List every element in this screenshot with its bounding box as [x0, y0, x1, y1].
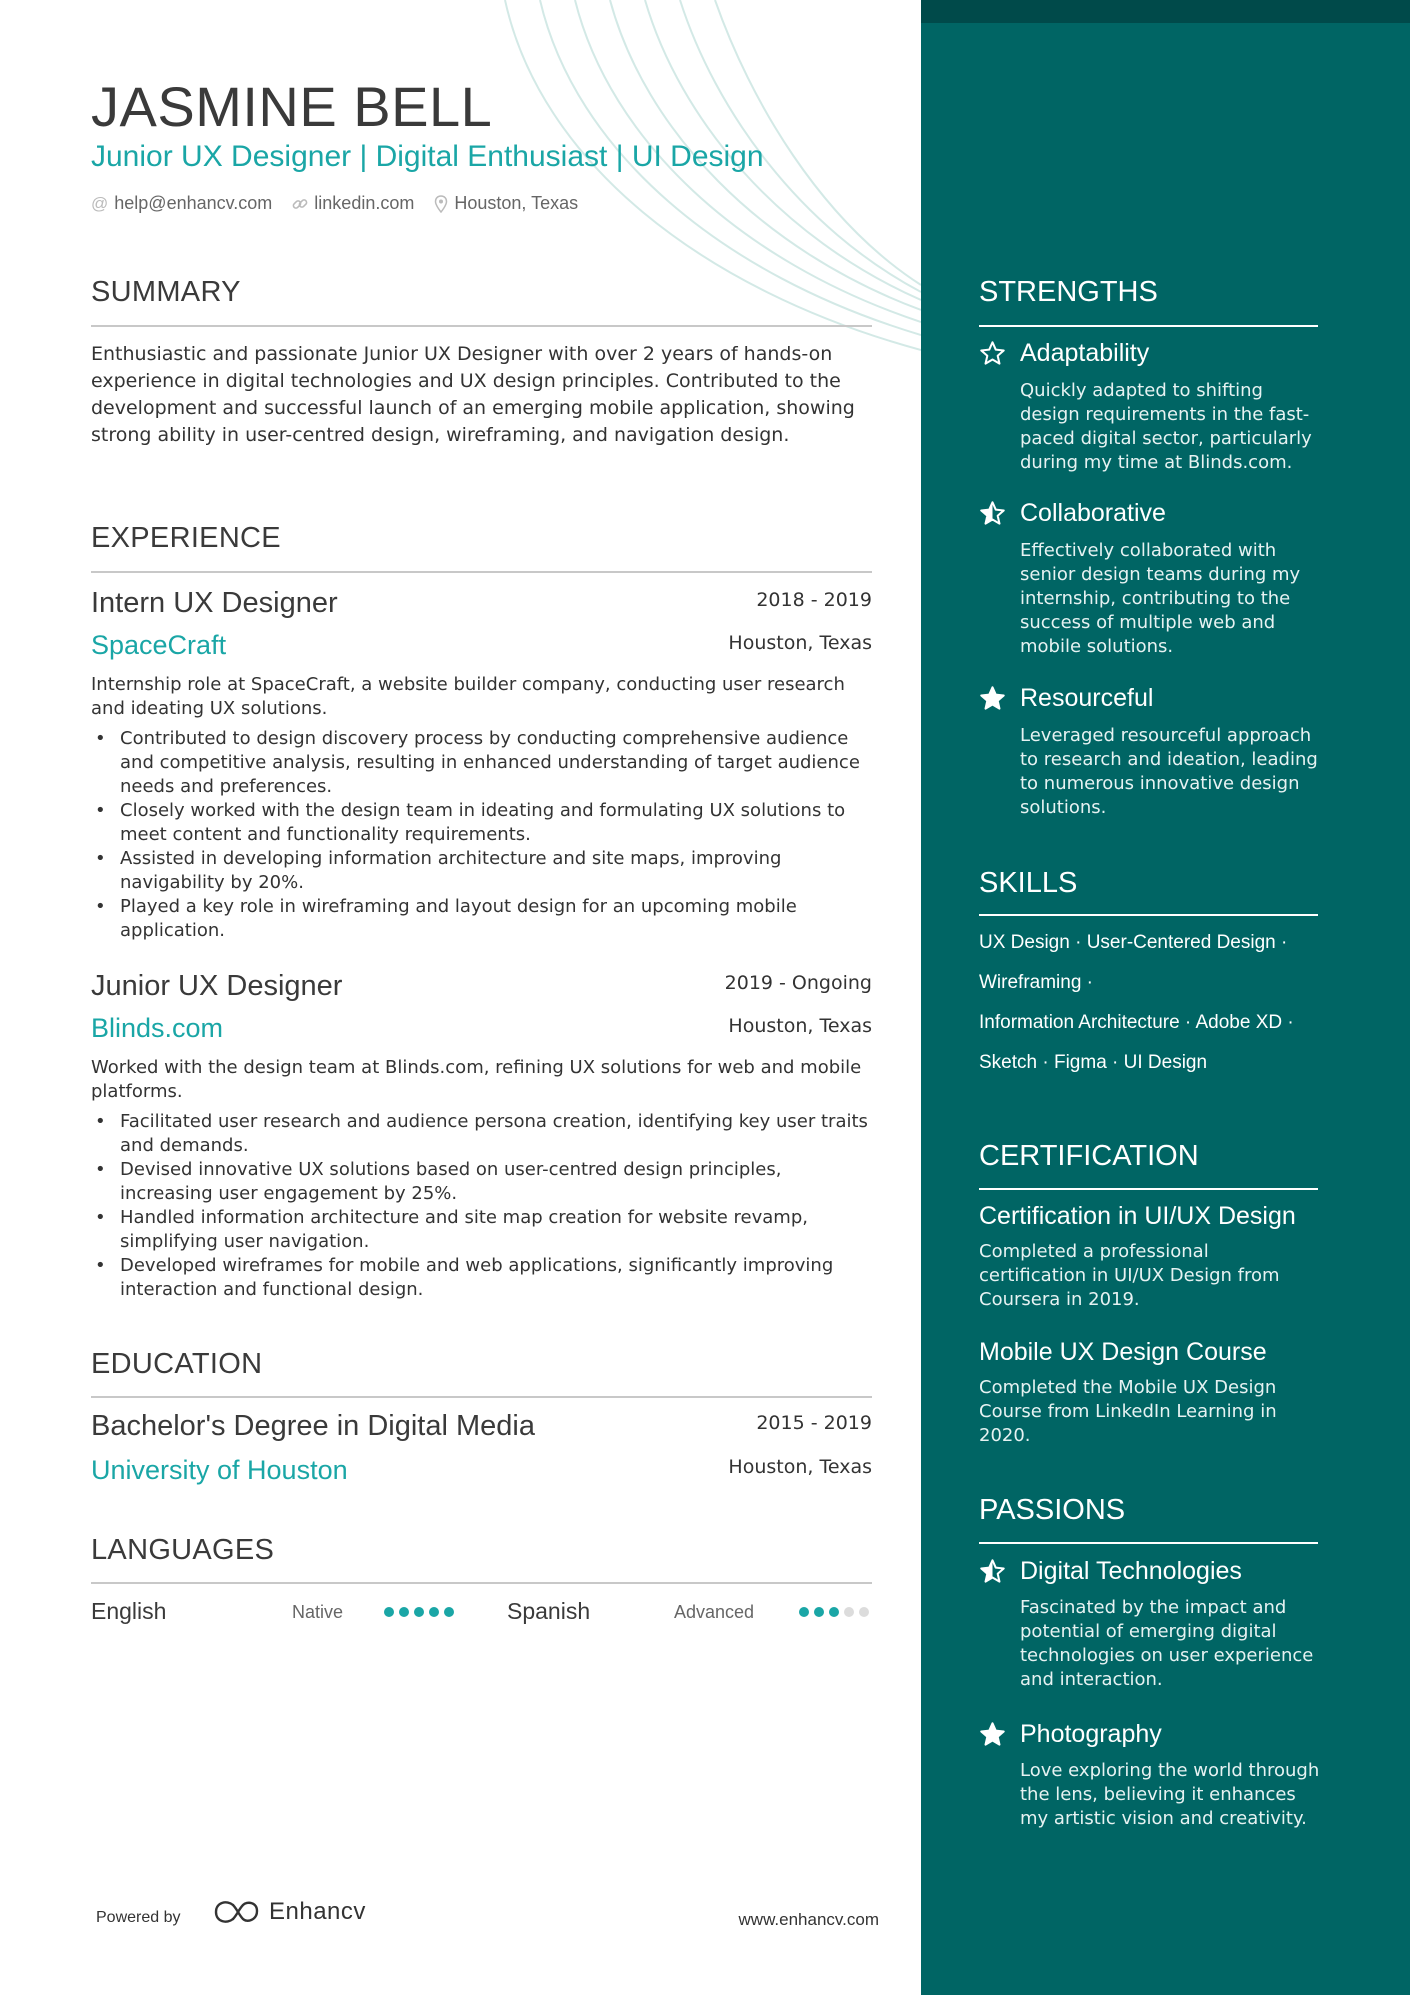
job-bullet: • Played a key role in wireframing and layout design for an upcoming mobile application.: [91, 895, 872, 943]
certification-divider: [979, 1188, 1318, 1190]
job-location: Houston, Texas: [728, 632, 872, 654]
email-contact[interactable]: [91, 193, 272, 214]
powered-by-label: Powered by: [96, 1909, 181, 1926]
candidate-headline: Junior UX Designer | Digital Enthusiast | UI Design: [91, 140, 764, 173]
star-half-icon: [979, 1558, 1006, 1585]
job-description: Worked with the design team at Blinds.com, refining UX solutions for web and mobile platforms.: [91, 1057, 862, 1102]
company-name: SpaceCraft: [91, 630, 227, 660]
language-rating: [384, 1607, 454, 1617]
job-bullet: • Developed wireframes for mobile and web applications, significantly improving interaction and functional design.: [91, 1254, 872, 1302]
sidebar-top-bar: [921, 0, 1410, 23]
language-name: Spanish: [507, 1598, 591, 1624]
rating-dot-filled: [399, 1607, 409, 1617]
strength-description: Quickly adapted to shifting design requirements in the fast-paced digital sector, particularly during my time at Blinds.com.: [1020, 380, 1312, 473]
skills-line: Wireframing ·: [979, 972, 1094, 993]
sidebar-column: [921, 0, 1410, 1995]
strength-title: Collaborative: [1020, 499, 1166, 527]
experience-title: EXPERIENCE: [91, 522, 281, 554]
degree-title: Bachelor's Degree in Digital Media: [91, 1410, 535, 1442]
passions-title: PASSIONS: [979, 1494, 1126, 1526]
certification-title: CERTIFICATION: [979, 1140, 1199, 1172]
star-filled-icon: [979, 685, 1006, 712]
rating-dot-filled: [799, 1607, 809, 1617]
language-rating: [799, 1607, 869, 1617]
rating-dot-filled: [814, 1607, 824, 1617]
job-bullets: [91, 1110, 872, 1302]
job-bullets: [91, 727, 872, 943]
passion-title: Digital Technologies: [1020, 1557, 1242, 1585]
rating-dot-filled: [829, 1607, 839, 1617]
passion-description: Love exploring the world through the lens, believing it enhances my artistic vision and creativity.: [1020, 1760, 1320, 1829]
link-contact[interactable]: [292, 193, 414, 214]
passions-divider: [979, 1542, 1318, 1544]
location-contact: [434, 193, 578, 214]
rating-dot-filled: [444, 1607, 454, 1617]
strength-description: Effectively collaborated with senior design teams during my internship, contributing to the success of multiple web and mobile solutions.: [1020, 540, 1301, 657]
school-name: University of Houston: [91, 1455, 348, 1485]
education-entry: [91, 1408, 872, 1498]
rating-dot-empty: [844, 1607, 854, 1617]
skills-line: UX Design · User-Centered Design ·: [979, 932, 1288, 953]
strengths-title: STRENGTHS: [979, 276, 1158, 308]
job-location: Houston, Texas: [728, 1015, 872, 1037]
experience-divider: [91, 571, 872, 573]
footer-url[interactable]: www.enhancv.com: [738, 1910, 879, 1929]
job-dates: 2018 - 2019: [756, 589, 872, 611]
job-bullet: • Contributed to design discovery process by conducting comprehensive audience and competitive analysis, resulting in enhanced understanding of target audience needs and preferences.: [91, 727, 872, 799]
languages-title: LANGUAGES: [91, 1534, 275, 1566]
summary-divider: [91, 325, 872, 327]
education-dates: 2015 - 2019: [756, 1412, 872, 1434]
decorative-curves: [0, 0, 921, 370]
education-divider: [91, 1396, 872, 1398]
certification-name: Mobile UX Design Course: [979, 1338, 1267, 1366]
enhancv-logo-text: Enhancv: [269, 1898, 366, 1925]
skills-divider: [979, 914, 1318, 916]
location-pin-icon: [434, 195, 448, 213]
star-filled-icon: [979, 1721, 1006, 1748]
language-level: Advanced: [674, 1602, 755, 1622]
summary-title: SUMMARY: [91, 276, 241, 308]
job-bullet: • Assisted in developing information architecture and site maps, improving navigability by 20%.: [91, 847, 872, 895]
job-bullet: • Closely worked with the design team in ideating and formulating UX solutions to meet content and functionality requirements.: [91, 799, 872, 847]
passion-description: Fascinated by the impact and potential of emerging digital technologies on user experience and interaction.: [1020, 1597, 1314, 1690]
job-entry: [91, 966, 872, 1306]
skills-line: Information Architecture · Adobe XD ·: [979, 1012, 1294, 1033]
candidate-name: JASMINE BELL: [91, 75, 493, 138]
location-text: Houston, Texas: [454, 193, 579, 213]
job-bullet: • Handled information architecture and site map creation for website revamp, simplifying user navigation.: [91, 1206, 872, 1254]
rating-dot-filled: [414, 1607, 424, 1617]
rating-dot-filled: [429, 1607, 439, 1617]
languages-divider: [91, 1582, 872, 1584]
contact-info: [91, 193, 578, 214]
skills-title: SKILLS: [979, 867, 1078, 899]
passion-title: Photography: [1020, 1720, 1162, 1748]
job-bullet: • Devised innovative UX solutions based on user-centred design principles, increasing user engagement by 25%.: [91, 1158, 872, 1206]
email-text: help@enhancv.com: [114, 193, 273, 213]
job-bullet: • Facilitated user research and audience persona creation, identifying key user traits and demands.: [91, 1110, 872, 1158]
at-sign-icon: @: [91, 193, 109, 213]
language-name: English: [91, 1598, 167, 1624]
company-name: Blinds.com: [91, 1013, 224, 1043]
rating-dot-empty: [859, 1607, 869, 1617]
link-icon: [292, 196, 308, 212]
skills-line: Sketch · Figma · UI Design: [979, 1052, 1208, 1073]
job-entry: [91, 583, 872, 943]
job-description: Internship role at SpaceCraft, a website builder company, conducting user research and ideating UX solutions.: [91, 674, 845, 719]
certification-description: Completed a professional certification in UI/UX Design from Coursera in 2019.: [979, 1241, 1280, 1310]
language-level: Native: [292, 1602, 344, 1622]
certification-description: Completed the Mobile UX Design Course from LinkedIn Learning in 2020.: [979, 1377, 1277, 1446]
strength-title: Resourceful: [1020, 684, 1154, 712]
summary-text: Enthusiastic and passionate Junior UX Designer with over 2 years of hands-on experience in digital technologies and UX design principles. Contributed to the development and successful launch of an emerging mobile application, showing strong ability in user-centred design, wireframing, and navigation design.: [91, 343, 855, 446]
link-text: linkedin.com: [314, 193, 415, 213]
job-dates: 2019 - Ongoing: [724, 972, 872, 994]
certification-name: Certification in UI/UX Design: [979, 1202, 1296, 1230]
strength-description: Leveraged resourceful approach to research and ideation, leading to numerous innovative design solutions.: [1020, 725, 1318, 818]
strengths-divider: [979, 325, 1318, 327]
job-title: Junior UX Designer: [91, 970, 343, 1002]
strength-title: Adaptability: [1020, 339, 1150, 367]
star-half-icon: [979, 500, 1006, 527]
education-location: Houston, Texas: [728, 1456, 872, 1478]
star-outline-icon: [979, 340, 1006, 367]
job-title: Intern UX Designer: [91, 587, 338, 619]
rating-dot-filled: [384, 1607, 394, 1617]
enhancv-logo-icon: [213, 1899, 261, 1925]
education-title: EDUCATION: [91, 1348, 263, 1380]
enhancv-logo[interactable]: [213, 1898, 366, 1926]
